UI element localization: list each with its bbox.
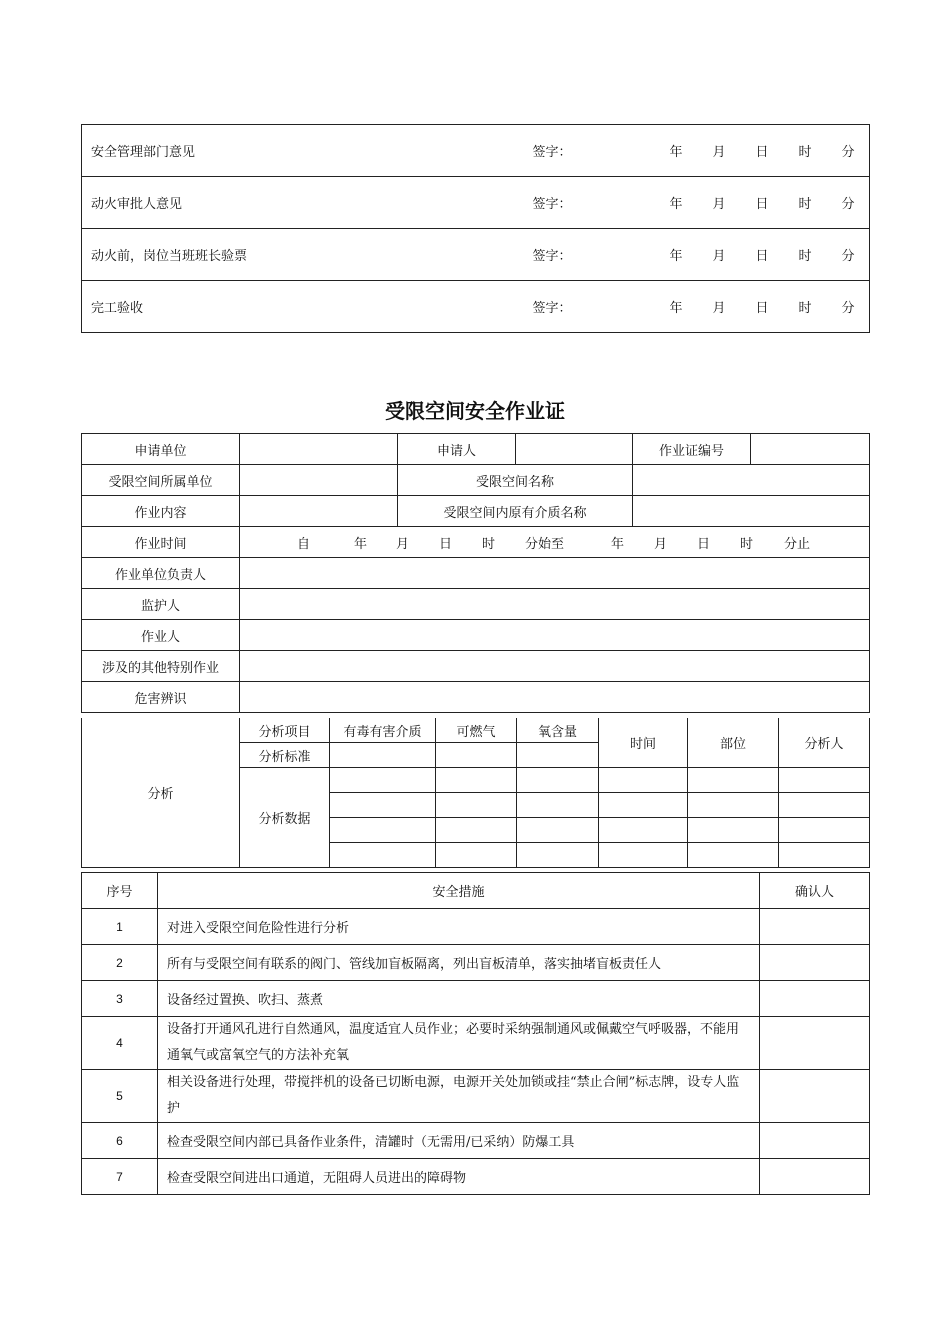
- approval-label: 安全管理部门意见: [82, 125, 533, 177]
- data-cell[interactable]: [688, 793, 779, 818]
- seq-header: 序号: [82, 873, 158, 909]
- time-label: 时间: [599, 718, 688, 768]
- year-label: 年: [669, 197, 683, 212]
- special-work-field[interactable]: [240, 651, 870, 682]
- confirm-field[interactable]: [760, 909, 870, 945]
- month-label: 月: [712, 301, 726, 316]
- month-label: 月: [396, 536, 410, 552]
- day-label: 日: [755, 145, 769, 160]
- data-cell[interactable]: [330, 793, 436, 818]
- confirm-field[interactable]: [760, 945, 870, 981]
- permit-title: 受限空间安全作业证: [385, 399, 565, 423]
- approval-row: [82, 229, 870, 281]
- measure-text: 设备经过置换、吹扫、蒸煮: [158, 981, 760, 1017]
- work-content-field[interactable]: [240, 496, 398, 527]
- analysis-standard-label: 分析标准: [240, 743, 330, 768]
- guardian-label: 监护人: [82, 589, 240, 620]
- from-label: 自: [297, 536, 311, 552]
- confirm-field[interactable]: [760, 981, 870, 1017]
- oxygen-label: 氧含量: [517, 718, 599, 743]
- leader-label: 作业单位负责人: [82, 558, 240, 589]
- confirm-field[interactable]: [760, 1159, 870, 1195]
- hazard-label: 危害辨识: [82, 682, 240, 713]
- permit-no-field[interactable]: [751, 434, 870, 465]
- combustible-standard-field[interactable]: [436, 743, 517, 768]
- hour-label: 时: [798, 301, 812, 316]
- end-minute-label: 分止: [784, 536, 811, 552]
- confirm-field[interactable]: [760, 1070, 870, 1123]
- space-name-field[interactable]: [633, 465, 870, 496]
- month-label: 月: [654, 536, 668, 552]
- table-row: [82, 620, 870, 651]
- work-time-label: 作业时间: [82, 527, 240, 558]
- data-cell[interactable]: [330, 768, 436, 793]
- data-cell[interactable]: [599, 843, 688, 868]
- measure-header: 安全措施: [158, 873, 760, 909]
- analysis-data-label: 分析数据: [240, 768, 330, 868]
- table-header-row: [82, 873, 870, 909]
- data-cell[interactable]: [779, 818, 870, 843]
- month-label: 月: [712, 145, 726, 160]
- measure-text: 设备打开通风孔进行自然通风，温度适宜人员作业；必要时采纳强制通风或佩戴空气呼吸器，不能用通氧气或富氧空气的方法补充氧: [158, 1017, 760, 1070]
- applicant-label: 申请人: [398, 434, 516, 465]
- measure-text: 所有与受限空间有联系的阀门、管线加盲板隔离，列出盲板清单，落实抽堵盲板责任人: [158, 945, 760, 981]
- applicant-unit-field[interactable]: [240, 434, 398, 465]
- table-row: [82, 718, 870, 743]
- toxic-standard-field[interactable]: [330, 743, 436, 768]
- data-cell[interactable]: [688, 818, 779, 843]
- seq-number: 6: [82, 1123, 158, 1159]
- analysis-item-label: 分析项目: [240, 718, 330, 743]
- hour-label: 时: [798, 145, 812, 160]
- table-row: [82, 527, 870, 558]
- measure-text: 检查受限空间进出口通道，无阻碍人员进出的障碍物: [158, 1159, 760, 1195]
- table-row: [82, 651, 870, 682]
- work-time-field[interactable]: [240, 527, 870, 558]
- data-cell[interactable]: [599, 818, 688, 843]
- date-time-slots: [670, 229, 870, 281]
- seq-number: 1: [82, 909, 158, 945]
- table-row: [82, 909, 870, 945]
- year-label: 年: [669, 145, 683, 160]
- data-cell[interactable]: [330, 843, 436, 868]
- combustible-label: 可燃气: [436, 718, 517, 743]
- approval-row: [82, 177, 870, 229]
- table-row: [82, 434, 870, 465]
- seq-number: 4: [82, 1017, 158, 1070]
- signature-label: 签字：: [533, 125, 670, 177]
- approval-label: 动火审批人意见: [82, 177, 533, 229]
- day-label: 日: [697, 536, 711, 552]
- confirm-field[interactable]: [760, 1123, 870, 1159]
- worker-label: 作业人: [82, 620, 240, 651]
- applicant-field[interactable]: [516, 434, 633, 465]
- table-row: [82, 1070, 870, 1123]
- data-cell[interactable]: [779, 768, 870, 793]
- data-cell[interactable]: [330, 818, 436, 843]
- space-owner-field[interactable]: [240, 465, 398, 496]
- hazard-field[interactable]: [240, 682, 870, 713]
- location-label: 部位: [688, 718, 779, 768]
- signature-label: 签字：: [533, 229, 670, 281]
- seq-number: 5: [82, 1070, 158, 1123]
- table-row: [82, 981, 870, 1017]
- hour-label: 时: [482, 536, 496, 552]
- year-label: 年: [354, 536, 368, 552]
- confirm-header: 确认人: [760, 873, 870, 909]
- signature-label: 签字：: [533, 281, 670, 333]
- confirm-field[interactable]: [760, 1017, 870, 1070]
- analysis-table: [81, 718, 870, 868]
- month-label: 月: [712, 249, 726, 264]
- analysis-label: 分析: [82, 718, 240, 868]
- seq-number: 3: [82, 981, 158, 1017]
- day-label: 日: [755, 301, 769, 316]
- medium-field[interactable]: [633, 496, 870, 527]
- seq-number: 7: [82, 1159, 158, 1195]
- table-row: [82, 682, 870, 713]
- table-row: [82, 558, 870, 589]
- data-cell[interactable]: [779, 843, 870, 868]
- minute-label: 分: [841, 301, 855, 316]
- date-time-slots: [670, 177, 870, 229]
- start-minute-label: 分始至: [525, 536, 565, 552]
- day-label: 日: [439, 536, 453, 552]
- data-cell[interactable]: [436, 818, 517, 843]
- table-row: [82, 1017, 870, 1070]
- hour-label: 时: [740, 536, 754, 552]
- table-row: [82, 945, 870, 981]
- data-cell[interactable]: [599, 768, 688, 793]
- table-row: [82, 465, 870, 496]
- date-time-slots: [670, 125, 870, 177]
- year-label: 年: [669, 249, 683, 264]
- data-cell[interactable]: [517, 768, 599, 793]
- data-cell[interactable]: [436, 843, 517, 868]
- data-cell[interactable]: [688, 843, 779, 868]
- safety-measures-table: [81, 872, 870, 1195]
- measure-text: 相关设备进行处理，带搅拌机的设备已切断电源，电源开关处加锁或挂“禁止合闸”标志牌，设专人监护: [158, 1070, 760, 1123]
- data-cell[interactable]: [688, 768, 779, 793]
- day-label: 日: [755, 249, 769, 264]
- medium-label: 受限空间内原有介质名称: [398, 496, 633, 527]
- minute-label: 分: [841, 249, 855, 264]
- hour-label: 时: [798, 249, 812, 264]
- toxic-label: 有毒有害介质: [330, 718, 436, 743]
- oxygen-standard-field[interactable]: [517, 743, 599, 768]
- space-name-label: 受限空间名称: [398, 465, 633, 496]
- data-cell[interactable]: [517, 793, 599, 818]
- permit-no-label: 作业证编号: [633, 434, 751, 465]
- day-label: 日: [755, 197, 769, 212]
- year-label: 年: [669, 301, 683, 316]
- analyst-label: 分析人: [779, 718, 870, 768]
- approval-row: [82, 125, 870, 177]
- table-row: [82, 496, 870, 527]
- permit-info-table: [81, 433, 870, 713]
- approval-label: 动火前，岗位当班班长验票: [82, 229, 533, 281]
- guardian-field[interactable]: [240, 589, 870, 620]
- year-label: 年: [611, 536, 625, 552]
- month-label: 月: [712, 197, 726, 212]
- data-cell[interactable]: [436, 768, 517, 793]
- leader-field[interactable]: [240, 558, 870, 589]
- approval-row: [82, 281, 870, 333]
- approval-table: [81, 124, 870, 333]
- worker-field[interactable]: [240, 620, 870, 651]
- data-cell[interactable]: [517, 818, 599, 843]
- work-content-label: 作业内容: [82, 496, 240, 527]
- applicant-unit-label: 申请单位: [82, 434, 240, 465]
- date-time-slots: [670, 281, 870, 333]
- minute-label: 分: [841, 145, 855, 160]
- table-row: [82, 1159, 870, 1195]
- data-cell[interactable]: [599, 793, 688, 818]
- measure-text: 检查受限空间内部已具备作业条件，清罐时（无需用/已采纳）防爆工具: [158, 1123, 760, 1159]
- table-row: [82, 589, 870, 620]
- signature-label: 签字：: [533, 177, 670, 229]
- data-cell[interactable]: [436, 793, 517, 818]
- seq-number: 2: [82, 945, 158, 981]
- hour-label: 时: [798, 197, 812, 212]
- data-cell[interactable]: [779, 793, 870, 818]
- minute-label: 分: [841, 197, 855, 212]
- space-owner-label: 受限空间所属单位: [82, 465, 240, 496]
- special-work-label: 涉及的其他特别作业: [82, 651, 240, 682]
- measure-text: 对进入受限空间危险性进行分析: [158, 909, 760, 945]
- data-cell[interactable]: [517, 843, 599, 868]
- approval-label: 完工验收: [82, 281, 533, 333]
- table-row: [82, 1123, 870, 1159]
